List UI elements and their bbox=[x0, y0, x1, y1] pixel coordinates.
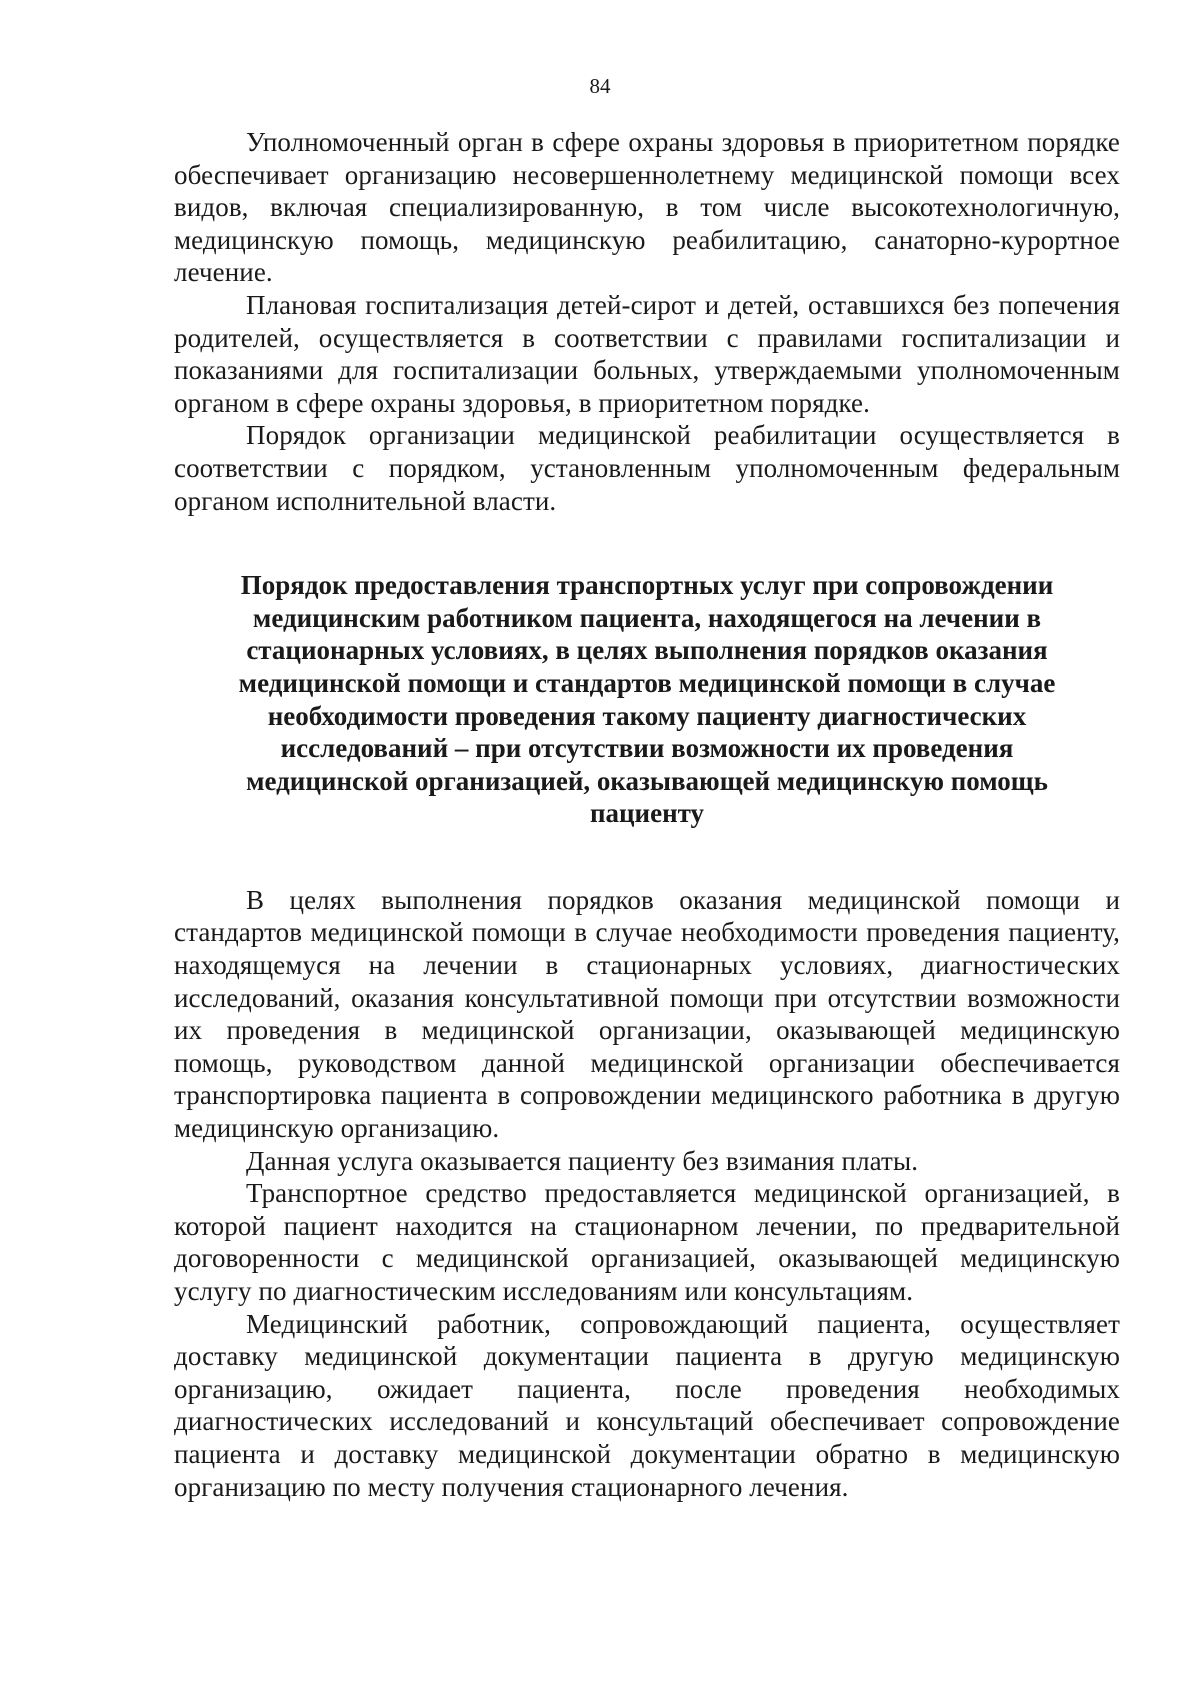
paragraph-planned-hospitalization: Плановая госпитализация детей-сирот и детей, оставшихся без попечения родителей, осуществляется в соответствии с правилами госпитализации и показаниями для госпитализации больных, утверждаемыми уполномоченным органом в сфере охраны здоровья, в приоритетном порядке. bbox=[174, 289, 1120, 418]
document-body bbox=[174, 126, 1120, 1503]
paragraph-rehabilitation-order: Порядок организации медицинской реабилитации осуществляется в соответствии с порядком, установленным уполномоченным федеральным органом исполнительной власти. bbox=[174, 420, 1120, 516]
paragraph-transport-purpose: В целях выполнения порядков оказания медицинской помощи и стандартов медицинской помощи в случае необходимости проведения пациенту, находящемуся на лечении в стационарных условиях, диагностических исследований, оказания консультативной помощи при отсутствии возможности их проведения в медицинской организации, оказывающей медицинскую помощь, руководством данной медицинской организации обеспечивается транспортировка пациента в сопровождении медицинского работника в другую медицинскую организацию. bbox=[174, 884, 1120, 1144]
paragraph-medical-escort: Медицинский работник, сопровождающий пациента, осуществляет доставку медицинской документации пациента в другую медицинскую организацию, ожидает пациента, после проведения необходимых диагностических исследований и консультаций обеспечивает сопровождение пациента и доставку медицинской документации обратно в медицинскую организацию по месту получения стационарного лечения. bbox=[174, 1308, 1120, 1502]
page-number: 84 bbox=[589, 74, 611, 98]
paragraph-priority-care: Уполномоченный орган в сфере охраны здоровья в приоритетном порядке обеспечивает организацию несовершеннолетнему медицинской помощи всех видов, включая специализированную, в том числе высокотехнологичную, медицинскую помощь, медицинскую реабилитацию, санаторно-курортное лечение. bbox=[174, 127, 1120, 288]
paragraph-vehicle-provision: Транспортное средство предоставляется медицинской организацией, в которой пациент находится на стационарном лечении, по предварительной договоренности с медицинской организацией, оказывающей медицинскую услугу по диагностическим исследованиям или консультациям. bbox=[174, 1178, 1120, 1306]
section-heading-transport-services: Порядок предоставления транспортных услуг при сопровождении медицинским работником пациента, находящегося на лечении в стационарных условиях, в целях выполнения порядков оказания медицинской помощи и стандартов медицинской помощи в случае необходимости проведения такому пациенту диагностических исследований – при отсутствии возможности их проведения медицинской организацией, оказывающей медицинскую помощь пациенту bbox=[238, 570, 1056, 829]
paragraph-free-of-charge: Данная услуга оказывается пациенту без взимания платы. bbox=[246, 1145, 919, 1176]
